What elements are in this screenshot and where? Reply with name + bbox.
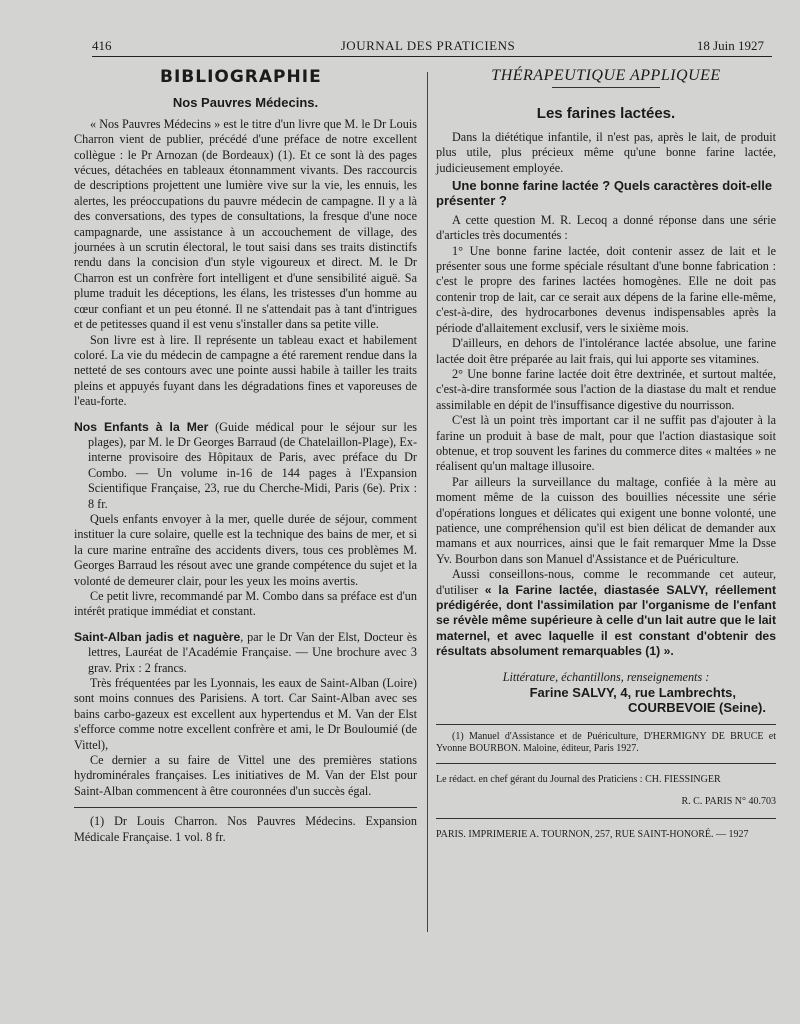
imprint-editor: Le rédact. en chef gérant du Journal des Praticiens : CH. FIESSINGER <box>436 773 721 785</box>
article-conclusion <box>436 567 776 659</box>
book-entry-details: (Guide médical pour le séjour sur les plages), par M. le Dr Georges Barraud (de Chatelaillon-Plage), Ex-interne provisoire des Hôpitaux de Paris, avec préface du Dr Combo. — Un volume in-16 de 144 pages à l'Expansion Scientifique Française, 23, rue du Cherche-Midi, Paris (6e). Prix : 8 fr. <box>88 419 417 511</box>
article-paragraph: Dans la diététique infantile, il n'est pas, après le lait, de produit plus utile, plus précieux même qu'une bonne farine lactée, judicieusement employée. <box>436 129 776 175</box>
therapeutique-heading: THÉRAPEUTIQUE APPLIQUEE <box>491 67 721 84</box>
footnote: (1) Dr Louis Charron. Nos Pauvres Médecins. Expansion Médicale Française. 1 vol. 8 fr. <box>74 814 417 844</box>
footnote-rule <box>74 807 417 808</box>
review-paragraph: Ce dernier a su faire de Vittel une des premières stations hydrominérales françaises. Les initiatives de M. Van der Elst pour Saint-Alban commencent à être couronnées d'un succès égal. <box>74 753 417 798</box>
right-column <box>436 62 776 851</box>
book-entry <box>74 420 417 512</box>
heading-rule <box>552 87 660 88</box>
article-title: Les farines lactées. <box>536 105 676 123</box>
column-separator <box>427 72 428 932</box>
imprint-rule <box>436 763 776 764</box>
review-paragraph: « Nos Pauvres Médecins » est le titre d'un livre que M. le Dr Louis Charron vient de publier, précédé d'une préface de notre excellent collègue : le Pr Arnozan (de Bordeaux) (1). Et ce sont là des pages vécues, détachées en tableaux étonnamment vivants. Des raccourcis de descriptions projettent une lumière vive sur la vie, les ennuis, les alertes, les préoccupations du pauvre médecin de campagne. Il y a là des conversations, des types de consultations, la fresque d'une noce campagnarde, une assistance à un accouchement de village, des journées à un scrutin électoral, le tout saisi dans ses traits distinctifs rendu dans la concision d'un style vigoureux et direct. M. le Dr Charron est un confrère fort intelligent et d'une sensibilité aiguë. Sa plume traduit les déceptions, les élans, les tristesses d'un homme au cœur confiant et un peu étonné. Il ne s'attendait pas à tant d'intrigues et de petitesses quand il est venu s'installer dans sa petite ville. <box>74 116 417 332</box>
conclusion-bold-text: « la Farine lactée, diastasée SALVY, réellement prédigérée, dont l'assimilation par l'organisme de l'enfant se révèle même supérieure à celle d'un lait autre que le lait maternel, et avec laquelle il est constant d'obtenir des résultats absolument remarquables (1) ». <box>436 582 776 659</box>
book-entry <box>74 630 417 676</box>
left-column <box>74 62 417 845</box>
signature-line: Farine SALVY, 4, rue Lambrechts, <box>529 685 736 701</box>
review-paragraph: Quels enfants envoyer à la mer, quelle durée de séjour, comment instituer la cure solaire, quelle est la technique des bains de mer, et si la cure marine entraîne des accidents divers, tous ces problèmes M. Georges Barraud les résout avec une grande compétence du sujet et la volonté de demeurer clair, pour les yeux les moins avertis. <box>74 511 417 588</box>
issue-date: 18 Juin 1927 <box>696 38 764 53</box>
conclusion-text: Aussi conseillons-nous, comme le recommande cet auteur, d'utiliser <box>436 567 776 597</box>
imprint-rule <box>436 818 776 819</box>
imprint-registry: R. C. PARIS N° 40.703 <box>681 795 776 807</box>
page-number: 416 <box>92 38 112 53</box>
journal-title: JOURNAL DES PRATICIENS <box>340 38 516 53</box>
article-paragraph: Par ailleurs la surveillance du maltage, confiée à la mère au moment même de la cuisson des bouillies nécessite une série d'opérations longues et délicates qui exigent une bonne volonté, une patience, une compréhension qu'il est bien délicat de demander aux mamans et aux nourrices, ainsi que le fait remarquer Mme la Dsse Yv. Bourbon dans son Manuel d'Assistance et de Puériculture. <box>436 474 776 566</box>
article-paragraph: 2° Une bonne farine lactée doit être dextrinée, et surtout maltée, c'est-à-dire transformée sous l'action de la diastase du malt et rendue assimilable en dépit de l'insuffisance digestive du nourrisson. <box>436 366 776 412</box>
article-paragraph: C'est là un point très important car il ne suffit pas d'ajouter à la farine un produit à base de malt, pour que l'action diastasique soit obtenue, et trop souvent les farines du commerce dites « maltées » ne réalisent qu'un maltage illusoire. <box>436 413 776 474</box>
book-entry-title: Nos Enfants à la Mer <box>74 419 209 434</box>
book-entry-title: Saint-Alban jadis et naguère <box>74 629 241 644</box>
article-question: Une bonne farine lactée ? Quels caractères doit-elle présenter ? <box>436 178 773 209</box>
running-header <box>92 36 764 56</box>
header-rule <box>92 56 772 57</box>
article-paragraph: D'ailleurs, en dehors de l'intolérance lactée absolue, une farine lactée doit être préparée au lait frais, qui lui apporte ses vitamines. <box>436 336 776 366</box>
imprint-printer: PARIS. IMPRIMERIE A. TOURNON, 257, RUE SAINT-HONORÉ. — 1927 <box>436 828 749 840</box>
bibliographie-heading: BIBLIOGRAPHIE <box>160 67 322 87</box>
signature-line: Littérature, échantillons, renseignements : <box>502 669 710 684</box>
signature-block <box>436 670 776 716</box>
book-entry-details: , par le Dr Van der Elst, Docteur ès lettres, Lauréat de l'Académie Française. — Une brochure avec 3 grav. Prix : 2 francs. <box>88 629 417 675</box>
article-paragraph: 1° Une bonne farine lactée, doit contenir assez de lait et le présenter sous une forme spéciale résultant d'une bonne fabrication : c'est le propre des farines lactées homogènes. Elle ne doit pas contenir trop de lait, car ce serait aux dépens de la farine elle-même, c'est-à-dire, des hydrocarbones devenus indispensables après la période d'allaitement exclusif, vers le sixième mois. <box>436 243 776 335</box>
footnote: (1) Manuel d'Assistance et de Puériculture, D'HERMIGNY DE BRUCE et Yvonne BOURBON. Maloine, éditeur, Paris 1927. <box>436 730 776 754</box>
review-paragraph: Ce petit livre, recommandé par M. Combo dans sa préface est d'un intérêt pratique immédiat et constant. <box>74 589 417 619</box>
review-title: Nos Pauvres Médecins. <box>172 95 319 111</box>
footnote-rule <box>436 724 776 725</box>
signature-line: COURBEVOIE (Seine). <box>628 700 766 716</box>
article-paragraph: A cette question M. R. Lecoq a donné réponse dans une série d'articles très documentés : <box>436 212 776 243</box>
review-paragraph: Son livre est à lire. Il représente un tableau exact et habilement coloré. La vie du médecin de campagne a été rarement rendue dans la netteté de ses contours avec une pointe aussi habile à tailler les traits pleins et appuyés fuyant dans les dégradations fines et vaporeuses de l'eau-forte. <box>74 332 417 409</box>
review-paragraph: Très fréquentées par les Lyonnais, les eaux de Saint-Alban (Loire) sont moins connues des Parisiens. A tort. Car Saint-Alban avec ses bains carbo-gazeux est excellent aux hypertendus et M. Van der Elst s'efforce comme notre excellent confrère et ami, le Dr Bouloumié (de Vittel), <box>74 676 417 752</box>
